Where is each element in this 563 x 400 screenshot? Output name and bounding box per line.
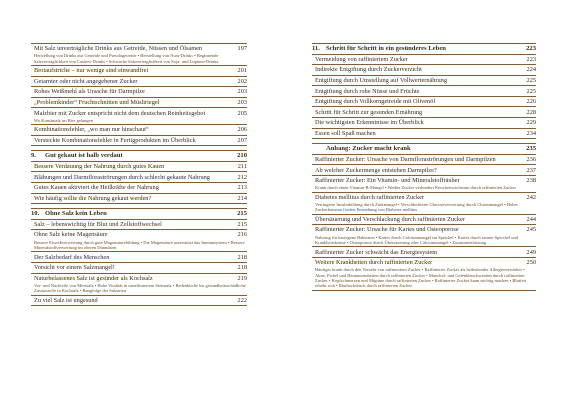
toc-title-text: Gut gekaut ist halb verdaut xyxy=(45,152,123,160)
toc-subtopics: Krank durch einen Vitamin-B-Mangel • Weißer Zucker verhindert Knochenwachstum durch raffinierten Zucker xyxy=(315,185,516,191)
toc-title xyxy=(31,275,238,283)
toc-page-number: 249 xyxy=(526,248,536,256)
toc-title-text: Weitere Krankheiten durch raffinierten Zucker xyxy=(315,259,433,267)
toc-row xyxy=(312,144,536,155)
toc-page-number: 203 xyxy=(237,99,247,107)
toc-page-number: 242 xyxy=(526,193,536,201)
toc-row xyxy=(31,183,247,194)
toc-entry[interactable] xyxy=(312,247,536,258)
toc-title xyxy=(31,297,238,305)
toc-subtopics: Nahrung für kariogene Bakterien • Karies durch Calciummangel im Speichel • Karies durch sauren Speichel und Krankheitskeime • Osteoporose durch Übersäuerung oder Calciummangel • Zusammenfassung xyxy=(315,234,518,245)
toc-page-number: 215 xyxy=(237,210,247,218)
toc-page-number: 214 xyxy=(237,194,247,202)
chapter-number: 10. xyxy=(31,210,40,218)
toc-page-number: 201 xyxy=(237,67,247,75)
toc-row xyxy=(31,296,247,307)
toc-subtopics: Häufiger krank durch den Verzehr von raffiniertem Zucker • Raffinierter Zucker als bedeutender Allergieverstärker • Akne, Pickel und Hautunreinheiten durch raffinierten Zucker • Mundcal- und Gelenkbeschwerden durch raffinierten Zucker • Kopfschmerzen und Migräne durch raffinierten Zucker • Raffinierter Zucker kann süchtig machen • Blutfett erhöht sich • Bluthochdruck durch raffinierten Zucker xyxy=(315,267,527,289)
toc-title-text: Schritt für Schritt in ein gesünderes Leben xyxy=(326,45,446,53)
toc-right-page xyxy=(312,43,536,291)
toc-title-text: Zu viel Salz ist ungesund xyxy=(34,296,98,304)
toc-page-number: 228 xyxy=(526,108,536,116)
toc-title xyxy=(31,163,238,171)
toc-list-right xyxy=(312,44,536,291)
toc-title-text: Anhang: Zucker macht krank xyxy=(326,145,411,153)
toc-entry[interactable] xyxy=(312,107,536,118)
toc-title-text: Malzbier mit Zucker entspricht nicht dem deutschen Reinheitsgebot xyxy=(34,109,206,117)
toc-row xyxy=(31,252,247,263)
toc-title-text: Ab welcher Zuckermenge entstehen Darmpilze? xyxy=(315,166,437,174)
toc-page-number: 215 xyxy=(237,220,247,228)
toc-page-number: 229 xyxy=(526,119,536,127)
toc-title xyxy=(312,130,527,138)
toc-page-number: 234 xyxy=(526,129,536,137)
toc-page-number: 245 xyxy=(526,226,536,234)
toc-title xyxy=(312,88,527,96)
toc-page-number: 205 xyxy=(237,109,247,117)
toc-row xyxy=(31,87,247,98)
toc-row xyxy=(312,44,536,55)
toc-entry[interactable] xyxy=(31,220,247,231)
toc-title-text: Die wichtigsten Erkenntnisse im Überblick xyxy=(315,119,424,127)
toc-title-text: Indirekte Entgiftung durch Zuckerverzicht xyxy=(315,66,422,74)
toc-title xyxy=(312,156,527,164)
toc-entry[interactable] xyxy=(312,129,536,140)
toc-title xyxy=(31,137,238,145)
toc-page-number: 202 xyxy=(237,77,247,85)
toc-entry[interactable] xyxy=(312,55,536,66)
toc-entry[interactable] xyxy=(31,263,247,274)
toc-title-text: Schritt für Schritt zur gesunden Ernährung xyxy=(315,108,423,116)
toc-page-number: 218 xyxy=(237,253,247,261)
toc-page-number: 207 xyxy=(237,136,247,144)
toc-row xyxy=(312,176,536,185)
toc-title-text: „Problemkinder“ Fruchtschnitten und Müsliriegel xyxy=(34,99,160,107)
toc-title xyxy=(31,221,238,229)
toc-title xyxy=(31,174,238,182)
toc-row xyxy=(312,118,536,129)
toc-row xyxy=(31,162,247,173)
toc-row xyxy=(312,129,536,140)
toc-entry[interactable] xyxy=(31,44,247,66)
toc-row xyxy=(31,172,247,183)
toc-page-number: 244 xyxy=(526,215,536,223)
toc-entry[interactable] xyxy=(31,230,247,252)
toc-title-text: Raffinierter Zucker schwächt das Energiesystem xyxy=(315,248,438,256)
toc-title-text: Übersäuerung und Verschlackung durch raffinierten Zucker xyxy=(315,215,465,223)
toc-entry[interactable] xyxy=(312,65,536,76)
toc-title xyxy=(31,184,238,192)
toc-page-number: 236 xyxy=(526,155,536,163)
toc-title xyxy=(312,194,527,202)
toc-row xyxy=(31,263,247,274)
toc-title xyxy=(312,66,527,74)
toc-row xyxy=(312,55,536,66)
toc-title-text: Der Salzbedarf des Menschen xyxy=(34,253,110,261)
toc-page-number: 226 xyxy=(526,98,536,106)
toc-page-number: 237 xyxy=(526,166,536,174)
toc-entry[interactable] xyxy=(312,258,536,291)
toc-row xyxy=(312,258,536,267)
toc-row xyxy=(312,215,536,226)
toc-page-number: 250 xyxy=(526,259,536,267)
toc-title-text: Brotaufstriche – nur wenige sind einwandfrei xyxy=(34,67,149,75)
toc-title xyxy=(312,177,527,185)
toc-title-text: Raffinierter Zucker: Ursache für Karies und Osteoporose xyxy=(315,226,459,234)
toc-title-text: Mit Salz unverträgliche Drinks aus Getreide, Nüssen und Ölsamen xyxy=(34,45,203,53)
toc-title-text: Entgiftung durch Vollkorngetreide mit Olivenöl xyxy=(315,98,436,106)
toc-page-number: 206 xyxy=(237,126,247,134)
toc-title xyxy=(31,254,238,262)
toc-title xyxy=(312,259,527,267)
toc-row xyxy=(312,225,536,234)
toc-title-text: Raffinierter Zucker: Ursache von Darmfloraströrungen und Darmpilzen xyxy=(315,155,496,163)
toc-page-number: 225 xyxy=(526,87,536,95)
toc-title xyxy=(312,56,527,64)
toc-left-page xyxy=(31,43,247,306)
toc-title xyxy=(31,67,238,75)
toc-title xyxy=(31,126,238,134)
toc-entry[interactable] xyxy=(31,194,247,205)
toc-page-number: 218 xyxy=(237,264,247,272)
toc-row xyxy=(312,247,536,258)
toc-title-text: Salz – lebenswichtig für Blut und Zellstoffwechsel xyxy=(34,220,162,228)
toc-title xyxy=(31,45,238,53)
toc-title xyxy=(312,98,527,106)
toc-row xyxy=(312,65,536,76)
toc-title xyxy=(31,78,238,86)
toc-entry[interactable] xyxy=(31,136,247,147)
toc-page-number: 197 xyxy=(237,45,247,53)
toc-row xyxy=(312,165,536,176)
toc-entry[interactable] xyxy=(31,296,247,307)
toc-row xyxy=(31,136,247,147)
toc-row xyxy=(31,66,247,77)
toc-entry[interactable] xyxy=(31,274,247,296)
toc-title-text: Getarnter oder nicht angegebener Zucker xyxy=(34,77,138,85)
toc-title-text: Diabetes mellitus durch raffinierten Zucker xyxy=(315,193,424,201)
toc-entry[interactable] xyxy=(31,183,247,194)
toc-subtopics: Verringerte Insulinbildung durch Zinkmangel • Verschlechterte Glucoseverwertung durch Chrommangel • Hoher Zuckerkonsum fördert Entstehung von Diabetes mellitus xyxy=(315,201,519,213)
toc-title-text: Entgiftung durch rohe Nüsse und Früchte xyxy=(315,87,420,95)
toc-entry[interactable] xyxy=(312,76,536,87)
toc-entry[interactable] xyxy=(31,87,247,98)
toc-title-text: Ohne Salz kein Leben xyxy=(45,210,107,218)
toc-title-text: Kombinationsfehler, „wo man nur hinschaut“ xyxy=(34,126,149,134)
toc-row xyxy=(31,77,247,88)
toc-title-text: Rohes Weißmehl als Ursache für Darmpilze xyxy=(34,88,145,96)
toc-page-number: 219 xyxy=(237,274,247,282)
toc-entry[interactable] xyxy=(312,86,536,97)
toc-title xyxy=(312,167,527,175)
toc-row xyxy=(31,194,247,205)
toc-entry[interactable] xyxy=(312,176,536,193)
toc-title xyxy=(312,119,527,127)
toc-entry[interactable] xyxy=(312,193,536,215)
toc-row xyxy=(31,98,247,109)
toc-title-text: Naturbelassenes Salz ist gesünder als Kochsalz xyxy=(34,274,153,282)
toc-chapter[interactable] xyxy=(31,151,247,162)
toc-title-text: Gutes Kauen aktiviert die Heilkräfte der Nahrung xyxy=(34,184,159,192)
toc-entry[interactable] xyxy=(312,97,536,108)
toc-title-text: Raffinierter Zucker: Ein Vitamin- und Mineralstoffräuber xyxy=(315,177,460,185)
toc-page-number: 224 xyxy=(526,66,536,74)
toc-row xyxy=(312,97,536,108)
toc-page-number: 238 xyxy=(526,177,536,185)
toc-title xyxy=(31,210,237,218)
toc-chapter[interactable] xyxy=(31,209,247,220)
toc-row xyxy=(312,155,536,166)
toc-title xyxy=(31,110,238,118)
toc-title xyxy=(312,226,527,234)
toc-page-number: 222 xyxy=(237,296,247,304)
toc-page-number: 216 xyxy=(237,231,247,239)
toc-title-text: Blähungen und Darmfloraströrungen durch schlecht gekaute Nahrung xyxy=(34,173,210,181)
toc-page-number: 203 xyxy=(237,88,247,96)
toc-page-number: 211 xyxy=(237,163,247,171)
toc-title xyxy=(312,145,526,153)
toc-row xyxy=(312,107,536,118)
toc-title-text: Essen soll Spaß machen xyxy=(315,129,376,137)
toc-list-left xyxy=(31,44,247,306)
toc-entry[interactable] xyxy=(312,215,536,226)
toc-row xyxy=(31,220,247,231)
toc-row xyxy=(31,151,247,162)
toc-entry[interactable] xyxy=(31,98,247,109)
toc-entry[interactable] xyxy=(31,77,247,88)
toc-title-text: Entgiftung durch Umstellung auf Vollwerternährung xyxy=(315,76,447,84)
toc-title xyxy=(31,195,238,203)
toc-subtopics: Wo Kunstmalz im Bier gelangen xyxy=(34,117,93,123)
toc-title-text: Bessere Verdauung der Nahrung durch gutes Kauen xyxy=(34,163,165,171)
toc-title xyxy=(31,88,238,96)
toc-chapter[interactable] xyxy=(312,44,536,55)
toc-chapter[interactable] xyxy=(312,144,536,155)
toc-title xyxy=(312,77,527,85)
toc-entry[interactable] xyxy=(312,155,536,166)
toc-title xyxy=(31,264,238,272)
chapter-number: 9. xyxy=(31,152,36,160)
toc-title xyxy=(312,249,527,257)
toc-entry[interactable] xyxy=(312,118,536,129)
toc-subtopics: Bessere Eiweißverwertung durch gute Magensäurebildung • Die Magensäure unterstützt das Immunsystem • Bessere Mineralstoffverwertung im oberen Dünndarm xyxy=(34,239,245,250)
toc-page-number: 223 xyxy=(526,45,536,53)
toc-row xyxy=(31,125,247,136)
toc-row xyxy=(31,44,247,53)
toc-page-number: 212 xyxy=(237,173,247,181)
toc-row xyxy=(312,86,536,97)
toc-page-number: 235 xyxy=(526,145,536,153)
toc-title xyxy=(31,152,237,160)
toc-entry[interactable] xyxy=(31,252,247,263)
toc-entry[interactable] xyxy=(31,125,247,136)
toc-entry[interactable] xyxy=(312,165,536,176)
toc-title-text: Versteckte Kombinationsfehler in Fertigprodukten im Überblick xyxy=(34,136,196,144)
toc-entry[interactable] xyxy=(31,172,247,183)
toc-entry[interactable] xyxy=(312,225,536,247)
toc-page-number: 213 xyxy=(237,184,247,192)
toc-title xyxy=(312,216,527,224)
toc-page-number: 223 xyxy=(526,55,536,63)
toc-row xyxy=(31,230,247,239)
toc-title xyxy=(31,99,238,107)
toc-entry[interactable] xyxy=(31,66,247,77)
toc-title xyxy=(312,109,527,117)
toc-row xyxy=(31,209,247,220)
toc-entry[interactable] xyxy=(31,162,247,173)
toc-title-text: Vermeidung von raffiniertem Zucker xyxy=(315,55,408,63)
toc-title-text: Wie häufig sollte die Nahrung gekaut werden? xyxy=(34,194,152,202)
toc-title-text: Ohne Salz keine Magensäure xyxy=(34,231,108,239)
toc-row xyxy=(31,274,247,283)
toc-title xyxy=(312,45,526,53)
toc-row xyxy=(312,193,536,202)
toc-row xyxy=(312,76,536,87)
toc-row xyxy=(31,108,247,117)
chapter-number: 11. xyxy=(312,45,320,53)
toc-subtopics: Herstellung von Drinks aus Getreide und Pseudogetreide • Herstellung von Nuss-Drinks • Beginnende Salzverträglichkeit von Cashew-Drinks • Schwache Salzverträglichkeit von Soja- und Lupinen-Drinks xyxy=(34,53,219,64)
toc-page-number: 210 xyxy=(237,152,247,160)
toc-entry[interactable] xyxy=(31,108,247,125)
toc-title xyxy=(31,231,238,239)
toc-page-number: 225 xyxy=(526,76,536,84)
toc-title-text: Vorsicht vor einem Salzmangel! xyxy=(34,264,115,272)
toc-subtopics: Vor- und Nachteile von Meersalz • Hohe Vitalität in unraffiniertem Steinsalz • Bedenkliche bis gesundheitsschädliche Zusatzstoffe in Kochsalz • Rangfolge der Salzarten xyxy=(34,282,246,294)
